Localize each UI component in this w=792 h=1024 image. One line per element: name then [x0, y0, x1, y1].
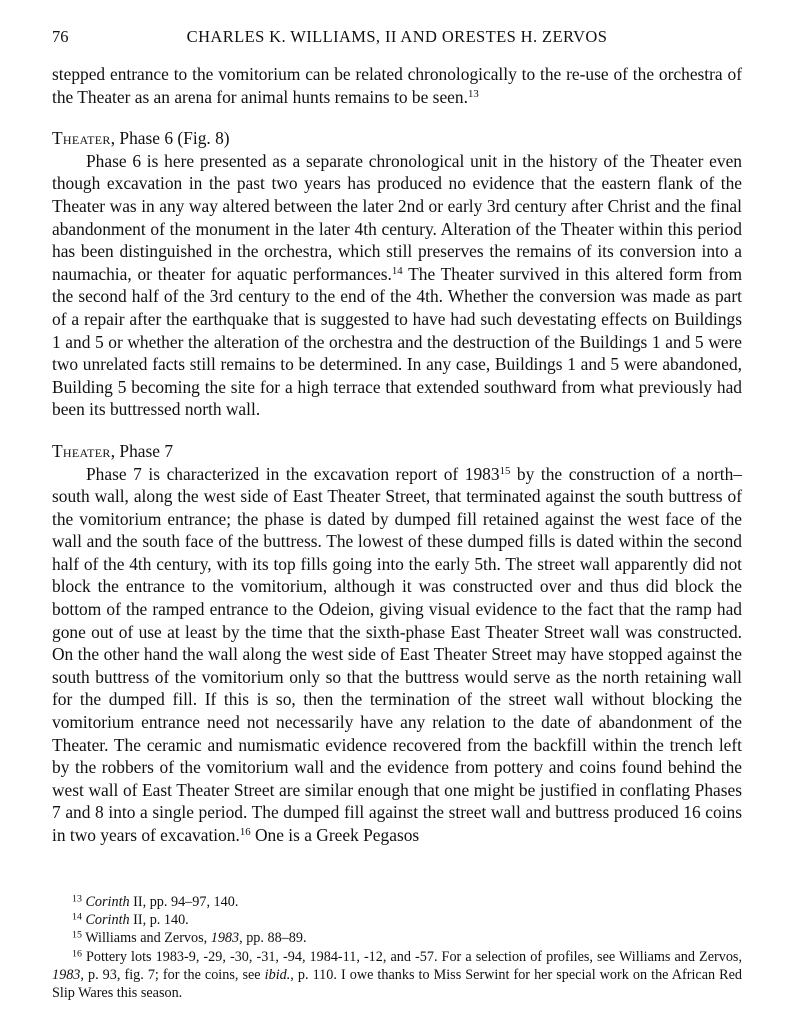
footnote-text: Pottery lots 1983-9, -29, -30, -31, -94, 1984-11, -12, and -57. For a selection of profiles, see Williams and Zervos, — [86, 948, 742, 965]
running-head: CHARLES K. WILLIAMS, II AND ORESTES H. ZERVOS — [186, 27, 608, 46]
footnote-italic: ibid. — [264, 966, 291, 983]
footnote-text: , p. 93, fig. 7; for the coins, see — [80, 966, 265, 983]
footnote-16 — [52, 948, 742, 1003]
phase-6-text-part-1: Phase 6 is here presented as a separate chronological unit in the history of the Theater even though excavation in the past two years has produced no evidence that the eastern flank of the Theater was in any way altered between the later 2nd or early 3rd century after Christ and the final abandonment of the monument in the later 4th century. Alteration of the Theater within this period has been distinguished in the orchestra, which still preserves the remains of its conversion into a naumachia, or theater for aquatic performances. — [52, 150, 742, 284]
footnote-number: 14 — [72, 911, 82, 923]
section-heading-label: Theater — [52, 128, 111, 149]
section-heading-label: Theater — [52, 440, 111, 461]
phase-7-text-part-1: Phase 7 is characterized in the excavation report of 1983 — [86, 463, 500, 484]
footnote-ref-13[interactable]: 13 — [467, 87, 479, 100]
footnote-15 — [52, 929, 742, 947]
opening-paragraph-text: stepped entrance to the vomitorium can be related chronologically to the re-use of the orchestra of the Theater as an arena for animal hunts remains to be seen. — [52, 64, 742, 107]
section-heading-phase-7 — [52, 440, 742, 463]
footnote-ref-15[interactable]: 15 — [499, 464, 511, 477]
footnote-italic: 1983 — [52, 966, 81, 983]
footnote-ref-16[interactable]: 16 — [239, 826, 251, 839]
footnote-text: , p. 110. I owe thanks to Miss Serwint for her special work on the African Red Slip Wares this season. — [52, 966, 742, 1002]
footnote-number: 15 — [72, 929, 82, 941]
footnote-text: II, pp. 94–97, 140. — [129, 894, 239, 910]
footnote-ref-14[interactable]: 14 — [391, 264, 403, 277]
page-header — [52, 26, 742, 48]
phase-6-paragraph — [52, 150, 742, 421]
footnote-number: 13 — [72, 893, 82, 905]
footnote-italic: 1983 — [210, 930, 240, 947]
footnote-text: , pp. 88–89. — [239, 930, 307, 947]
footnote-italic: Corinth — [85, 894, 130, 910]
section-heading-rest: , Phase 6 (Fig. 8) — [110, 128, 230, 149]
footnotes — [52, 893, 742, 1002]
footnote-italic: Corinth — [85, 912, 130, 929]
page-number: 76 — [52, 27, 69, 46]
phase-6-text-part-2: The Theater survived in this altered form from the second half of the 3rd century to the end of the 4th. Whether the conversion was made as part of a repair after the earthquake that is suggested to have had such devestating effects on Buildings 1 and 5 or whether the alteration of the orchestra and the destruction of the Buildings 1 and 5 were two unrelated facts still remains to be determined. In any case, Buildings 1 and 5 were abandoned, Building 5 becoming the site for a high terrace that extended southward from what previously had been its buttressed north wall. — [52, 263, 742, 420]
main-text — [52, 63, 742, 847]
footnote-text: Williams and Zervos, — [85, 930, 211, 947]
section-heading-phase-6 — [52, 127, 742, 150]
footnote-14 — [52, 911, 742, 929]
phase-7-text-part-2: by the construction of a north–south wall, along the west side of East Theater Street, that terminated against the south buttress of the vomitorium entrance; the phase is dated by dumped fill retained against the west face of the wall and the south face of the buttress. The lowest of these dumped fills is dated within the second half of the 4th century, with its top fills going into the early 5th. The street wall apparently did not block the entrance to the vomitorium, although it was constructed over and thus did block the bottom of the ramped entrance to the Odeion, giving visual evidence to the fact that the ramp had gone out of use at least by the time that the sixth-phase East Theater Street wall was constructed. On the other hand the wall along the west side of East Theater Street may have stopped against the south buttress of the vomitorium only so that the buttress would serve as the north retaining wall for the dumped fill. If this is so, then the termination of the street wall without blocking the vomitorium entrance need not necessarily have any relation to the date of abandonment of the Theater. The ceramic and numismatic evidence recovered from the backfill within the trench left by the robbers of the vomitorium wall and the evidence from pottery and coins found behind the west wall of East Theater Street are similar enough that one might be justified in conflating Phases 7 and 8 into a single period. The dumped fill against the street wall and buttress produced 16 coins in two years of excavation. — [52, 463, 742, 845]
section-heading-rest: , Phase 7 — [110, 440, 174, 461]
footnote-number: 16 — [72, 948, 82, 960]
phase-7-paragraph — [52, 463, 742, 847]
footnote-text: II, p. 140. — [129, 912, 189, 929]
opening-paragraph — [52, 63, 742, 108]
phase-7-text-part-3: One is a Greek Pegasos — [250, 825, 420, 845]
footnote-13 — [52, 893, 742, 911]
